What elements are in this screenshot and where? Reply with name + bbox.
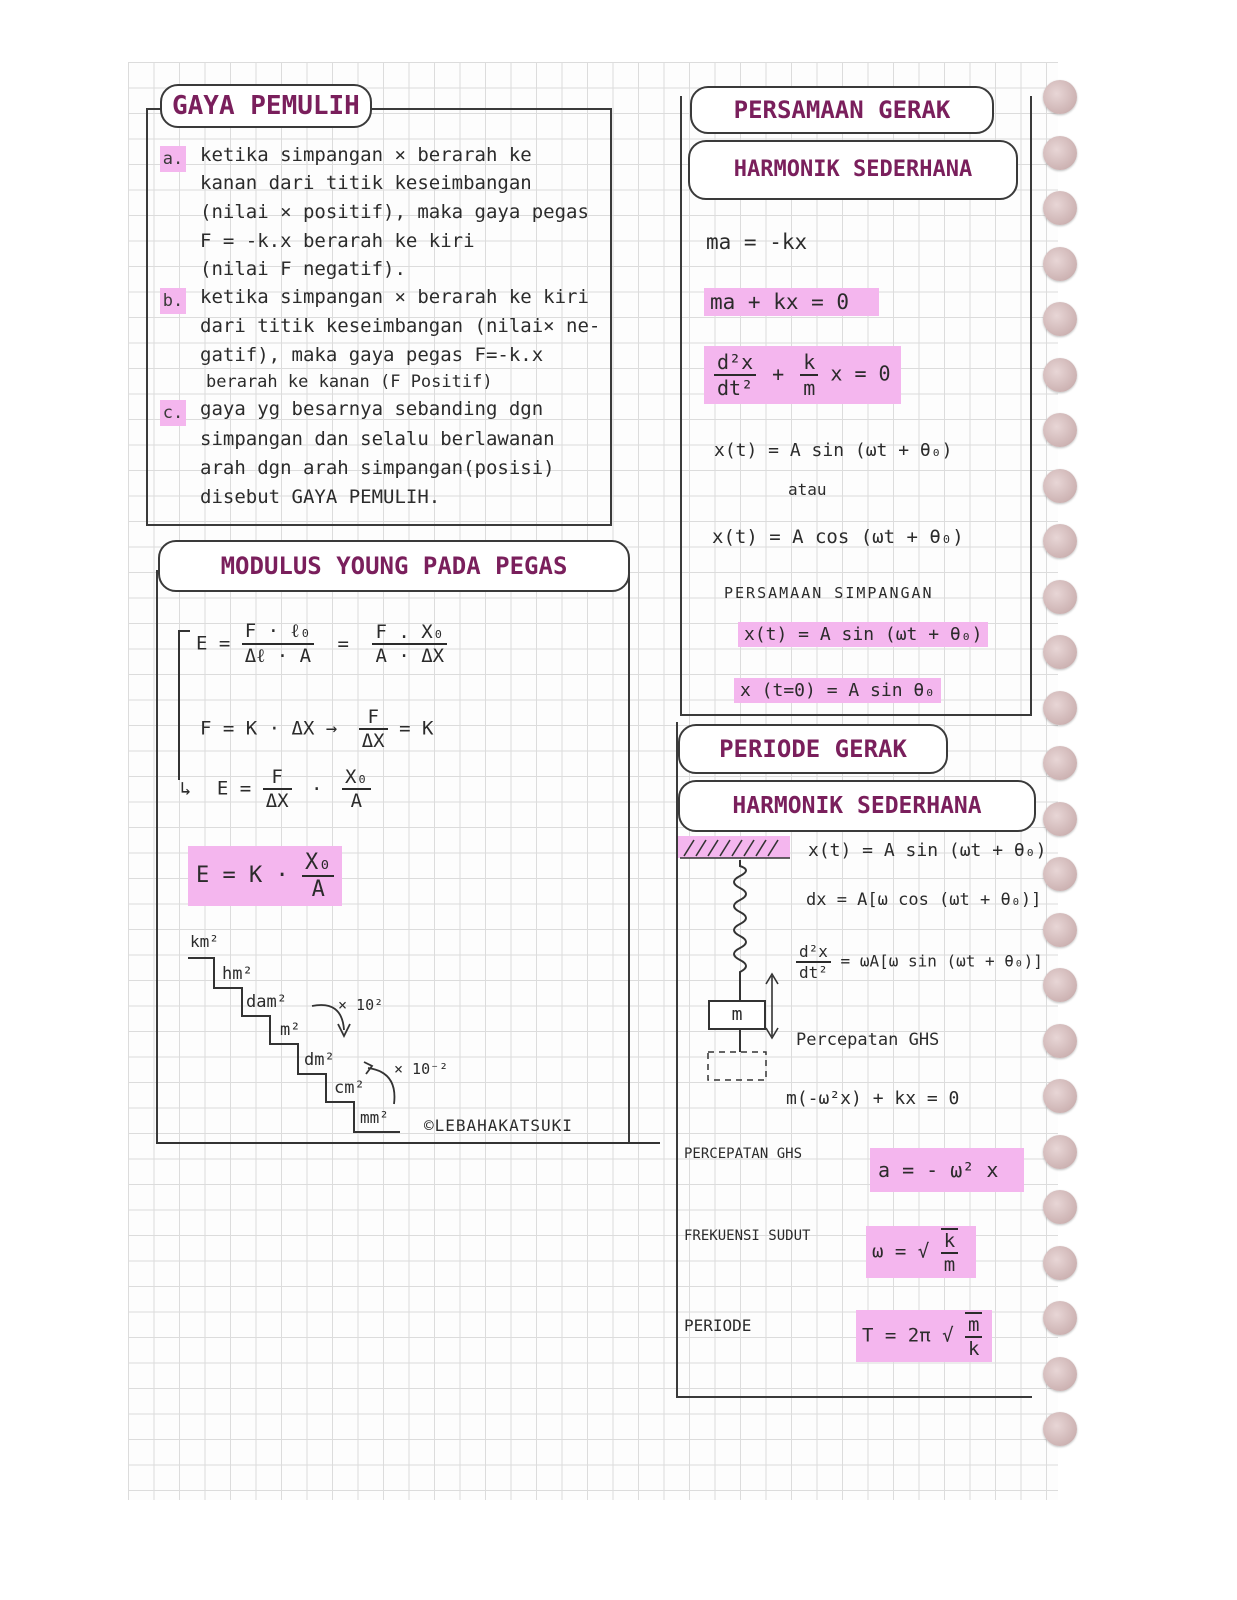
item-b-label: b. — [160, 288, 186, 314]
item-c-line-2: simpangan dan selalu berlawanan — [200, 428, 555, 450]
eq-ma-kx: ma + kx = 0 — [704, 288, 879, 316]
item-a-line-1: ketika simpangan × berarah ke — [200, 144, 532, 166]
eq-simpangan: x(t) = A sin (ωt + θ₀) — [738, 622, 988, 647]
unit-dm2: dm² — [304, 1050, 335, 1070]
row-frekuensi-formula — [866, 1226, 976, 1278]
binder-hole — [1043, 913, 1077, 947]
modulus-result — [188, 846, 342, 906]
row-periode-lhs: T = 2π — [862, 1324, 931, 1347]
binder-hole — [1043, 247, 1077, 281]
mod-eq-2-frac: $\frac{F}{\Delta X}$ — [359, 706, 388, 752]
item-c-line-1: gaya yg besarnya sebanding dgn — [200, 398, 544, 420]
binder-hole — [1043, 469, 1077, 503]
item-a-line-3: (nilai × positif), maka gaya pegas — [200, 201, 589, 223]
binder-hole — [1043, 1357, 1077, 1391]
eq-diff — [704, 346, 901, 404]
binder-hole — [1043, 691, 1077, 725]
binder-hole — [1043, 302, 1077, 336]
mod-eq-1-lhs: E = — [196, 632, 231, 655]
item-a-line-2: kanan dari titik keseimbangan — [200, 172, 532, 194]
row-frekuensi-lhs: ω = — [872, 1240, 907, 1263]
unit-km2: km² — [190, 932, 219, 951]
binder-hole — [1043, 80, 1077, 114]
binder-hole — [1043, 524, 1077, 558]
binder-hole — [1043, 635, 1077, 669]
eq-ma: ma = -kx — [706, 230, 808, 254]
binder-hole — [1043, 191, 1077, 225]
unit-dam2: dam² — [246, 992, 287, 1012]
binder-hole — [1043, 1079, 1077, 1113]
binder-hole — [1043, 1412, 1077, 1446]
row-periode-frac: $\frac{m}{k}$ — [965, 1312, 982, 1360]
times-down-label: × 10⁻² — [394, 1060, 449, 1078]
mod-eq-1-equals: = — [337, 632, 349, 655]
binder-hole — [1043, 580, 1077, 614]
eq-x-cos: x(t) = A cos (ωt + θ₀) — [712, 526, 964, 548]
row-percepatan-formula: a = - ω² x — [870, 1148, 1024, 1192]
mod-eq-2-rhs: = K — [399, 717, 434, 740]
times-up-label: × 10² — [338, 996, 384, 1014]
mod-eq-3-arrow: ↳ — [180, 777, 192, 800]
p-eq-d2x-tail: = ωA[ω sin (ωt + θ₀)] — [840, 951, 1043, 971]
mass-block: m — [708, 1000, 766, 1030]
gaya-pemulih-title: GAYA PEMULIH — [160, 84, 372, 128]
eq-x-sin: x(t) = A sin (ωt + θ₀) — [714, 440, 953, 461]
item-c-line-3: arah dgn arah simpangan(posisi) — [200, 457, 555, 479]
sqrt-icon: √ — [917, 1240, 930, 1263]
item-a-label: a. — [160, 146, 186, 172]
p-eq-dx: dx = A[ω cos (ωt + θ₀)] — [806, 890, 1042, 910]
mod-eq-2 — [200, 706, 433, 752]
p-eq-xt: x(t) = A sin (ωt + θ₀) — [808, 840, 1047, 861]
row-periode-formula — [856, 1310, 992, 1362]
p-eq-d2x — [796, 942, 1043, 982]
persamaan-title-2: HARMONIK SEDERHANA — [688, 140, 1018, 200]
binder-hole — [1043, 136, 1077, 170]
item-c-label: c. — [160, 400, 186, 426]
persamaan-title-1: PERSAMAAN GERAK — [690, 86, 994, 134]
mod-eq-1-frac-1: $\frac{\text{F · ℓ₀}}{\text{Δℓ · A}}$ — [242, 620, 314, 668]
modulus-result-frac: $\frac{\text{X₀}}{A}$ — [302, 850, 335, 902]
binder-hole — [1043, 802, 1077, 836]
eq-diff-frac-km: $\frac{k}{m}$ — [800, 350, 818, 400]
item-a-line-4: F = -k.x berarah ke kiri — [200, 230, 475, 252]
p-eq-m: m(-ω²x) + kx = 0 — [786, 1088, 960, 1109]
unit-cm2: cm² — [334, 1078, 365, 1098]
row-periode-label: PERIODE — [684, 1316, 752, 1335]
mod-eq-1 — [196, 620, 447, 668]
item-b-line-1: ketika simpangan × berarah ke kiri — [200, 286, 589, 308]
mod-eq-3-frac-2: $\frac{\text{X₀}}{A}$ — [342, 766, 371, 812]
binder-hole — [1043, 1024, 1077, 1058]
mod-eq-3-dot: · — [311, 777, 323, 800]
eq-diff-tail: x = 0 — [830, 361, 891, 386]
item-a-line-5: (nilai F negatif). — [200, 258, 406, 280]
bracket-line — [178, 630, 190, 780]
binder-hole — [1043, 413, 1077, 447]
binder-hole — [1043, 358, 1077, 392]
binder-hole — [1043, 857, 1077, 891]
atau-text: atau — [788, 480, 827, 499]
mod-eq-2-lhs: F = K · ΔX → — [200, 717, 338, 740]
binder-hole — [1043, 1190, 1077, 1224]
ceiling-highlight — [678, 836, 790, 858]
eq-diff-plus: + — [772, 361, 785, 386]
item-b-line-4: berarah ke kanan (F Positif) — [206, 372, 493, 392]
eq-diff-frac-d2x: $\frac{\text{d²x}}{\text{dt²}}$ — [714, 350, 756, 400]
percepatan-ghs-text: Percepatan GHS — [796, 1030, 940, 1050]
unit-mm2: mm² — [360, 1108, 389, 1127]
periode-title-1: PERIODE GERAK — [678, 724, 948, 774]
item-c-line-4: disebut GAYA PEMULIH. — [200, 486, 441, 508]
binder-hole — [1043, 1135, 1077, 1169]
binder-hole — [1043, 1246, 1077, 1280]
unit-hm2: hm² — [222, 964, 253, 984]
row-percepatan-label: PERCEPATAN GHS — [684, 1146, 803, 1162]
mod-eq-3-lhs: E = — [216, 777, 252, 800]
modulus-young-title: MODULUS YOUNG PADA PEGAS — [158, 540, 630, 592]
unit-m2: m² — [280, 1020, 301, 1040]
item-b-line-2: dari titik keseimbangan (nilai× ne- — [200, 315, 601, 337]
eq-simpangan-t0: x (t=0) = A sin θ₀ — [734, 678, 941, 703]
sqrt-icon: √ — [942, 1324, 954, 1347]
row-frekuensi-frac: $\frac{k}{m}$ — [941, 1228, 958, 1276]
binder-hole — [1043, 968, 1077, 1002]
row-frekuensi-label: FREKUENSI SUDUT — [684, 1228, 811, 1244]
mod-eq-3-frac-1: $\frac{F}{\Delta X}$ — [263, 766, 292, 812]
periode-title-2: HARMONIK SEDERHANA — [678, 780, 1036, 832]
mod-eq-3 — [180, 766, 371, 812]
item-b-line-3: gatif), maka gaya pegas F=-k.x — [200, 344, 544, 366]
modulus-result-lhs: E = K · — [196, 863, 289, 888]
p-eq-d2x-frac: $\frac{\text{d²x}}{\text{dt²}}$ — [796, 942, 831, 982]
mod-eq-1-frac-2: $\frac{\text{F . X₀}}{A \cdot \Delta X}$ — [372, 621, 447, 667]
binder-hole — [1043, 1301, 1077, 1335]
persamaan-simpangan-label: PERSAMAAN SIMPANGAN — [724, 584, 934, 602]
credit-text: ©LEBAHAKATSUKI — [424, 1116, 573, 1135]
binder-hole — [1043, 746, 1077, 780]
